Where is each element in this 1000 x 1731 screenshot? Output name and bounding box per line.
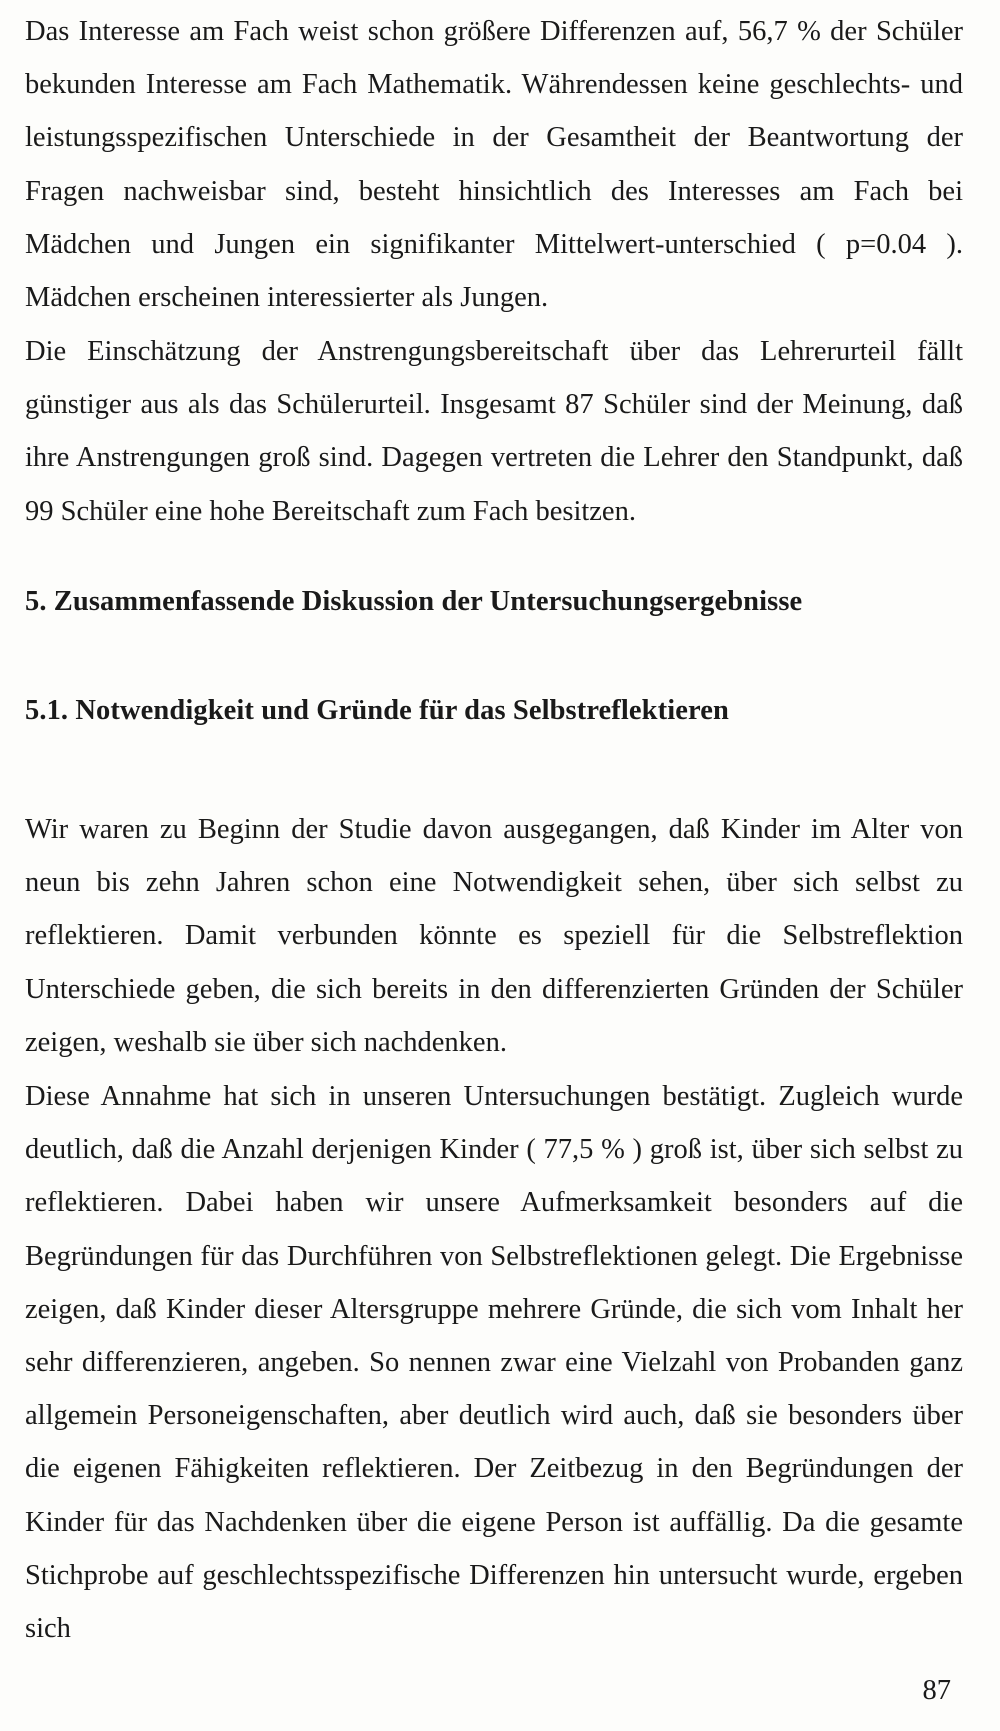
paragraph-results: Diese Annahme hat sich in unseren Untersuchungen bestätigt. Zugleich wurde deutlich, daß die Anzahl derjenigen Kinder ( 77,5 % ) groß ist, über sich selbst zu reflektieren. Dabei haben wir unsere Aufmerksamkeit besonders auf die Begründungen für das Durchführen von Selbstreflektionen gelegt. Die Ergebnisse zeigen, daß Kinder dieser Altersgruppe mehrere Gründe, die sich vom Inhalt her sehr differenzieren, angeben. So nennen zwar eine Vielzahl von Probanden ganz allgemein Personeigenschaften, aber deutlich wird auch, daß sie besonders über die eigenen Fähigkeiten reflektieren. Der Zeitbezug in den Begründungen der Kinder für das Nachdenken über die eigene Person ist auffällig. Da die gesamte Stichprobe auf geschlechtsspezifische Differenzen hin untersucht wurde, ergeben sich [25,1081,963,1645]
section-heading-5-1: 5.1. Notwendigkeit und Gründe für das Selbstreflektieren [25,695,729,726]
page-number: 87 [922,1675,951,1706]
section-heading-5: 5. Zusammenfassende Diskussion der Untersuchungsergebnisse [25,586,803,617]
paragraph-assumption: Wir waren zu Beginn der Studie davon ausgegangen, daß Kinder im Alter von neun bis zehn Jahren schon eine Notwendigkeit sehen, über sich selbst zu reflektieren. Damit verbunden könnte es speziell für die Selbstreflektion Unterschiede geben, die sich bereits in den differenzierten Gründen der Schüler zeigen, weshalb sie über sich nachdenken. [25,814,963,1058]
paragraph-interest: Das Interesse am Fach weist schon größere Differenzen auf, 56,7 % der Schüler bekunden Interesse am Fach Mathematik. Währendessen keine geschlechts- und leistungsspezifischen Unterschiede in der Gesamtheit der Beantwortung der Fragen nachweisbar sind, besteht hinsichtlich des Interesses am Fach bei Mädchen und Jungen ein signifikanter Mittelwert-unterschied ( p=0.04 ). Mädchen erscheinen interessierter als Jungen. [25,16,963,314]
paragraph-effort: Die Einschätzung der Anstrengungsbereitschaft über das Lehrerurteil fällt günstiger aus als das Schülerurteil. Insgesamt 87 Schüler sind der Meinung, daß ihre Anstrengungen groß sind. Dagegen vertreten die Lehrer den Standpunkt, daß 99 Schüler eine hohe Bereitschaft zum Fach besitzen. [25,336,963,527]
